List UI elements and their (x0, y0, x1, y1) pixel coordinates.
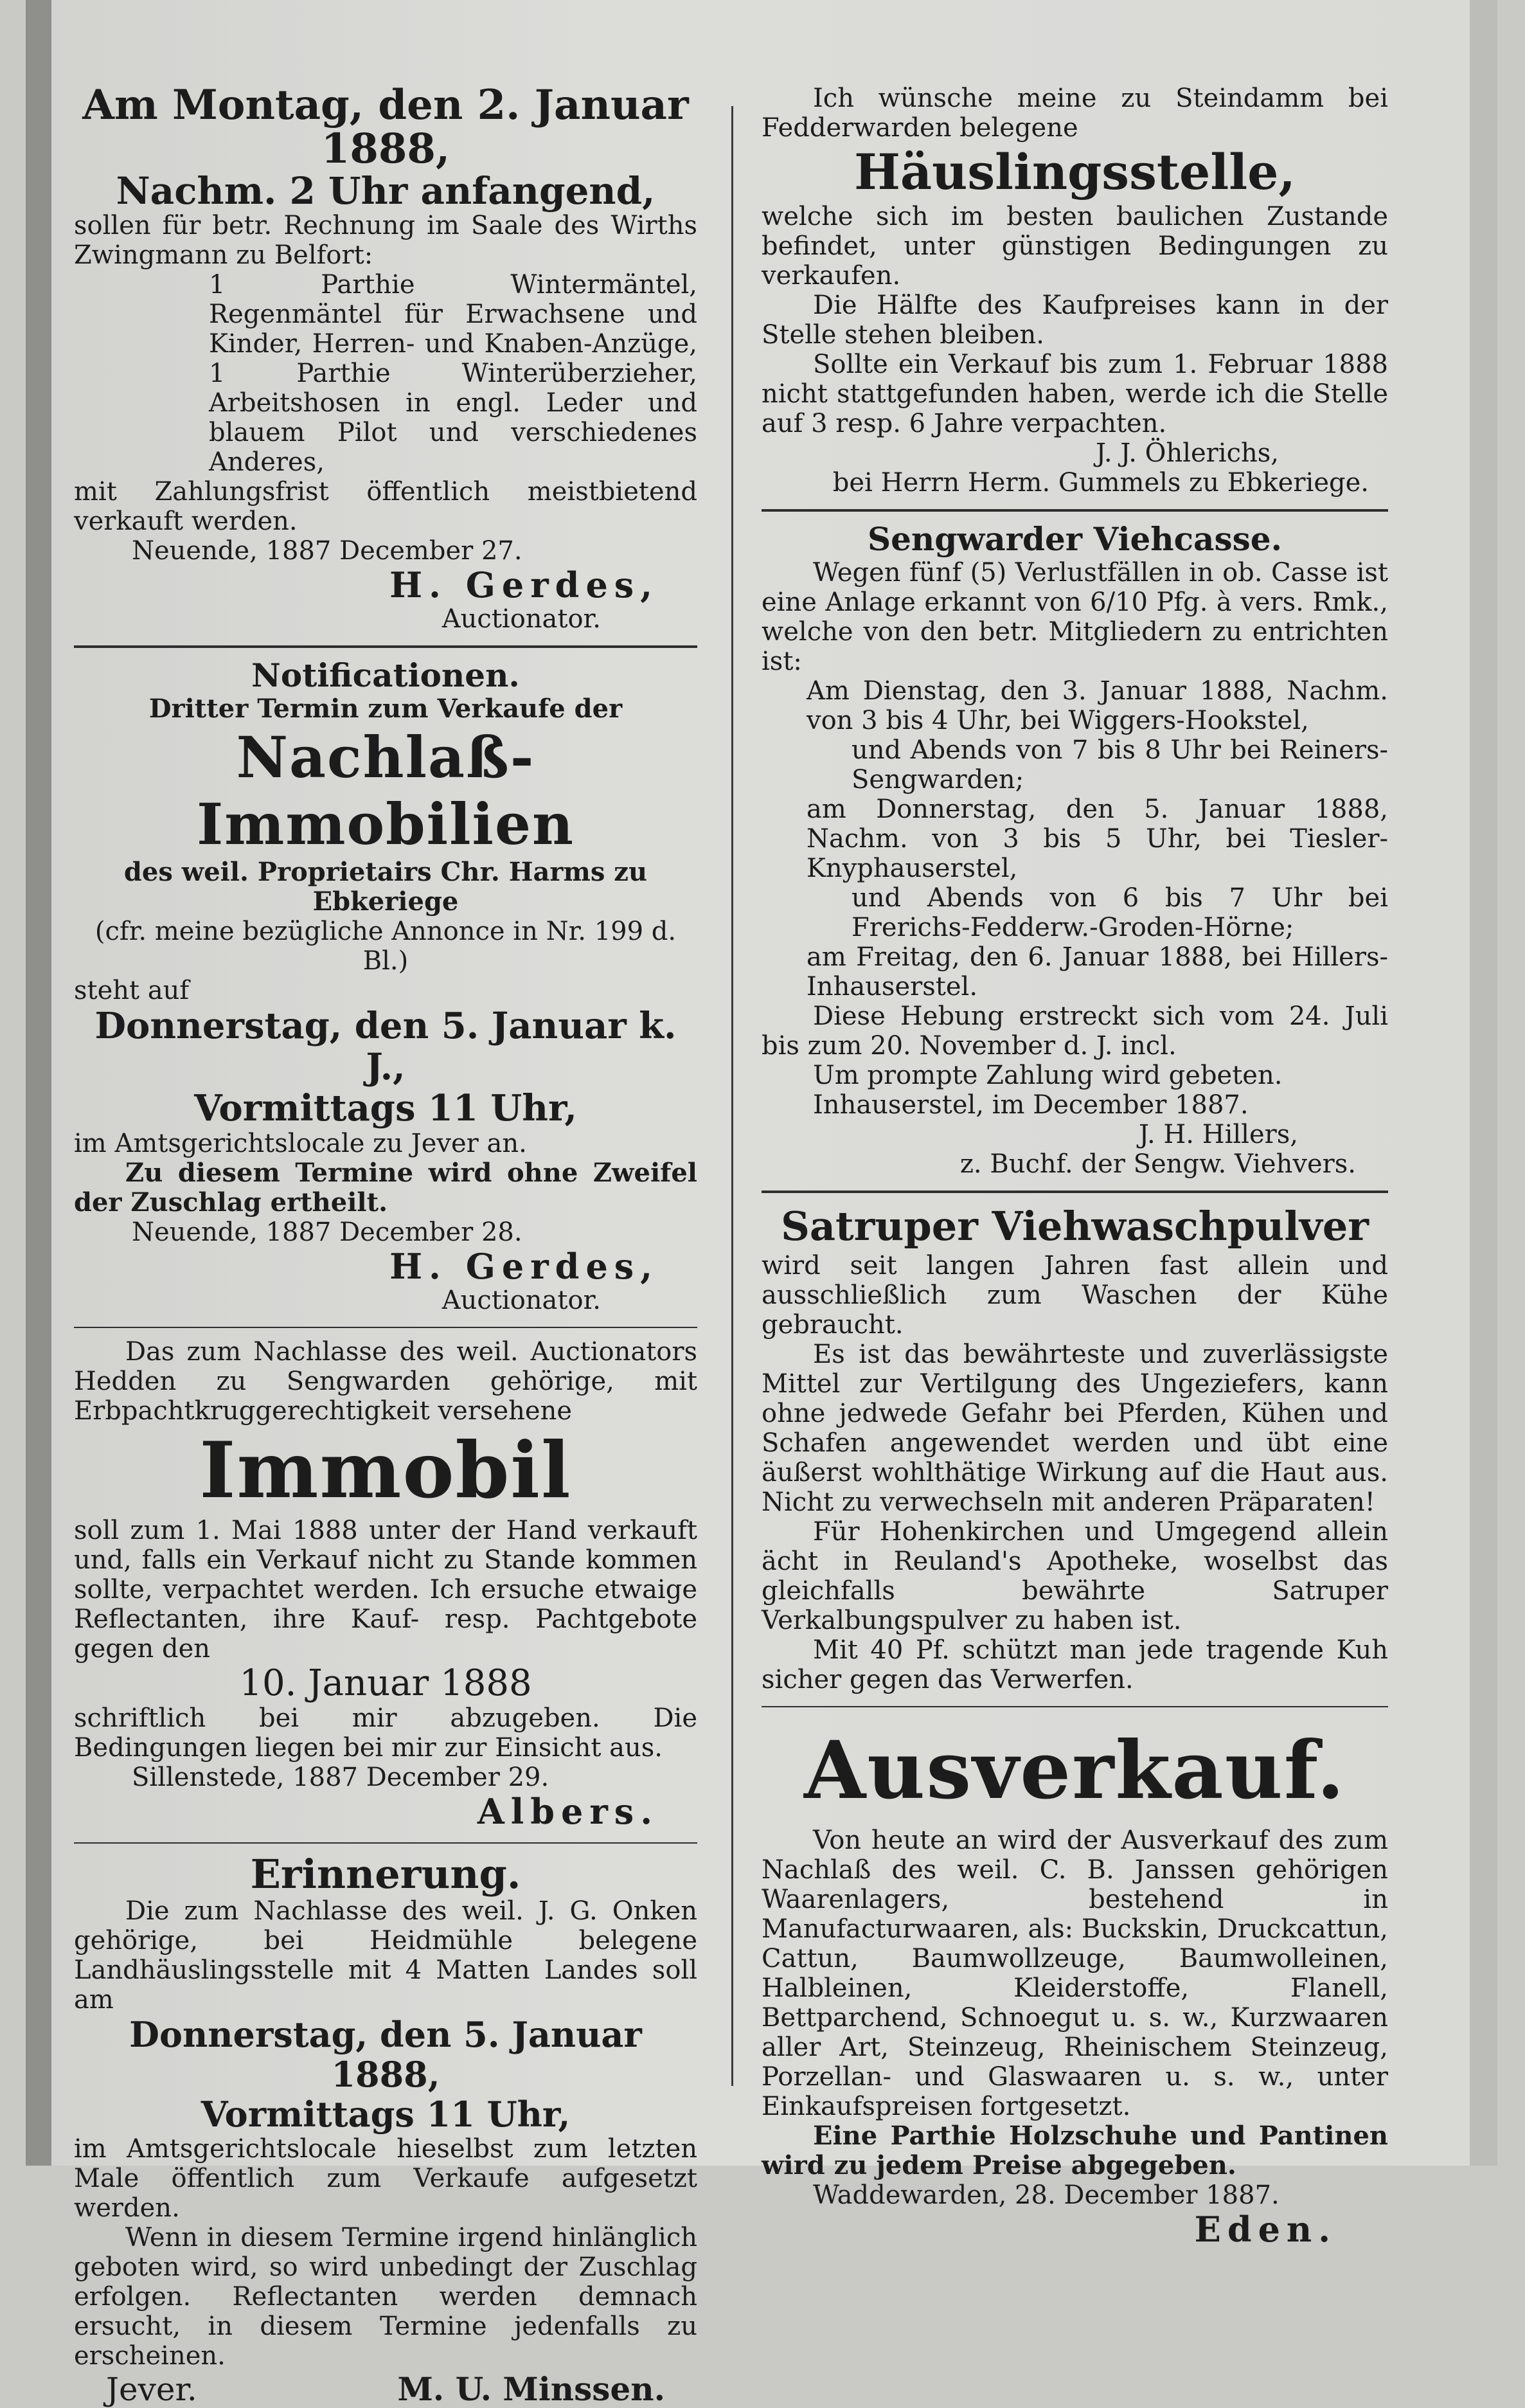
ad-auction-clothing (74, 81, 697, 634)
ad-body: wird seit langen Jahren fast allein und ausschließlich zum Waschen der Kühe gebraucht. (762, 1251, 1388, 1340)
ad-schedule: Am Dienstag, den 3. Januar 1888, Nachm. von 3 bis 4 Uhr, bei Wiggers-Hookstel, (807, 676, 1388, 735)
ad-title: Nachlaß-Immobilien (197, 724, 575, 858)
ad-time-line: Vormittags 11 Uhr, (201, 2094, 571, 2135)
ad-body: Sollte ein Verkauf bis zum 1. Februar 1888 nicht stattgefunden haben, werde ich die Stelle auf 3 resp. 6 Jahre verpachten. (762, 350, 1388, 438)
ad-line: steht auf (74, 976, 190, 1005)
ad-body: welche sich im besten baulichen Zustande befindet, unter günstigen Bedingungen zu verkaufen. (762, 202, 1388, 291)
ad-date: Sillenstede, 1887 December 29. (132, 1763, 549, 1792)
ad-deadline: 10. Januar 1888 (239, 1662, 532, 1704)
ad-satruper-viehwaschpulver (762, 1202, 1388, 1694)
ad-title: Häuslingsstelle, (854, 143, 1296, 201)
section-divider (74, 645, 697, 648)
ad-haeuslingsstelle (762, 84, 1388, 498)
ad-schedule: und Abends von 6 bis 7 Uhr bei Frerichs-Fedderw.-Groden-Hörne; (852, 883, 1388, 942)
ad-date: Neuende, 1887 December 27. (132, 536, 522, 566)
ad-body: Von heute an wird der Ausverkauf des zum Nachlaß des weil. C. B. Janssen gehörigen Waarenlagers, bestehend in Manufacturwaaren, als: Buckskin, Druckcattun, Cattun, Baumwollzeuge, Baumwolleinen, Halbleinen, Kleiderstoffe, Flanell, Bettparchend, Schnoegut u. s. w., Kurzwaaren aller Art, Steinzeug, Rheinischem Steinzeug, Porzellan- und Glaswaaren u. s. w., unter Einkaufspreisen fortgesetzt. (762, 1826, 1388, 2121)
ad-title: Ausverkauf. (804, 1724, 1346, 1817)
ad-line: Dritter Termin zum Verkaufe der (148, 694, 623, 724)
ad-immobil (74, 1337, 697, 1831)
ad-items: 1 Parthie Wintermäntel, Regenmäntel für Erwachsene und Kinder, Herren- und Knaben-Anzüge, 1 Parthie Winterüberzieher, Arbeitshosen in engl. Leder und blauem Pilot und verschiedenes Anderes, (209, 270, 697, 477)
ad-schedule: am Freitag, den 6. Januar 1888, bei Hillers-Inhauserstel. (807, 942, 1388, 1002)
ad-intro: Die zum Nachlasse des weil. J. G. Onken gehörige, bei Heidmühle belegene Landhäuslingsstelle mit 4 Matten Landes soll am (74, 1896, 697, 2015)
ad-role: Auctionator. (441, 604, 601, 634)
ad-signature: Eden. (1194, 2209, 1337, 2250)
ad-date: Neuende, 1887 December 28. (132, 1217, 522, 1247)
ad-nachlass-immobilien (74, 657, 697, 1315)
ad-body: soll zum 1. Mai 1888 unter der Hand verkauft und, falls ein Verkauf nicht zu Stande kommen sollte, verpachtet werden. Ich ersuche etwaige Reflectanten, ihre Kauf- resp. Pachtgebote gegen den (74, 1516, 697, 1664)
ad-sengwarder-viehcasse (762, 521, 1388, 1179)
ad-address: bei Herrn Herm. Gummels zu Ebkeriege. (832, 468, 1369, 498)
ad-heading: Erinnerung. (250, 1851, 521, 1898)
ad-title: Immobil (199, 1425, 572, 1516)
ad-body: Für Hohenkirchen und Umgegend allein ächt in Reuland's Apotheke, woselbst das gleichfalls bewährte Satruper Verkalbungspulver zu haben ist. (762, 1517, 1388, 1635)
ad-body: Eine Parthie Holzschuhe und Pantinen wird zu jedem Preise abgegeben. (762, 2121, 1388, 2180)
ad-body: Um prompte Zahlung wird gebeten. (813, 1061, 1283, 1090)
ad-signature: H. Gerdes, (389, 1246, 659, 1287)
ad-time-line: Vormittags 11 Uhr, (194, 1087, 577, 1129)
binding-edge (26, 0, 51, 2166)
ad-date-line: Donnerstag, den 5. Januar 1888, (129, 2014, 642, 2095)
ad-signature: Albers. (477, 1791, 659, 1832)
ad-body: Wegen fünf (5) Verlustfällen in ob. Casse ist eine Anlage erkannt von 6/10 Pfg. à vers. Rmk., welche von den betr. Mitgliedern zu entrichten ist: (762, 558, 1388, 676)
ad-date: Inhauserstel, im December 1887. (813, 1090, 1249, 1120)
ad-body: schriftlich bei mir abzugeben. Die Bedingungen liegen bei mir zur Einsicht aus. (74, 1703, 697, 1763)
ad-outro: mit Zahlungsfrist öffentlich meistbietend verkauft werden. (74, 477, 697, 536)
left-column (74, 81, 697, 2408)
ad-heading-line-2: Nachm. 2 Uhr anfangend, (116, 169, 655, 213)
section-divider (762, 1706, 1388, 1707)
ad-date: Waddewarden, 28. December 1887. (813, 2180, 1280, 2210)
ad-footer (74, 2371, 697, 2408)
section-divider (74, 1842, 697, 1844)
ad-body: Die Hälfte des Kaufpreises kann in der Stelle stehen bleiben. (762, 291, 1388, 350)
ad-heading: Sengwarder Viehcasse. (868, 520, 1282, 558)
section-divider (74, 1327, 697, 1328)
section-divider (762, 509, 1388, 512)
ad-line: des weil. Proprietairs Chr. Harms zu Ebkeriege (123, 857, 648, 917)
ad-signature: J. J. Öhlerichs, (1095, 438, 1279, 468)
ad-signature: M. U. Minssen. (397, 2370, 665, 2408)
ad-heading-line-1: Am Montag, den 2. Januar 1888, (82, 81, 689, 173)
ad-body: im Amtsgerichtslocale hieselbst zum letzten Male öffentlich zum Verkaufe aufgesetzt werden. (74, 2134, 697, 2223)
ad-line: Zu diesem Termine wird ohne Zweifel der Zuschlag ertheilt. (74, 1158, 697, 1217)
ad-role: Auctionator. (441, 1286, 601, 1315)
ad-erinnerung (74, 1853, 697, 2408)
ad-schedule: am Donnerstag, den 5. Januar 1888, Nachm. von 3 bis 5 Uhr, bei Tiesler-Knyphauserstel, (807, 795, 1388, 883)
right-column (762, 84, 1388, 2249)
ad-line: (cfr. meine bezügliche Annonce in Nr. 199 d. Bl.) (94, 917, 677, 976)
ad-body: Mit 40 Pf. schützt man jede tragende Kuh sicher gegen das Verwerfen. (762, 1635, 1388, 1694)
ad-signature: J. H. Hillers, (1139, 1120, 1298, 1149)
ad-heading: Notificationen. (251, 656, 520, 694)
ad-date-line: Donnerstag, den 5. Januar k. J., (94, 1005, 677, 1088)
page-edge (1470, 0, 1497, 2166)
ad-intro: Das zum Nachlasse des weil. Auctionators Hedden zu Sengwarden gehörige, mit Erbpachtkruggerechtigkeit versehene (74, 1337, 697, 1426)
ad-body: Wenn in diesem Termine irgend hinlänglich geboten wird, so wird unbedingt der Zuschlag erfolgen. Reflectanten werden demnach ersucht, in diesem Termine jedenfalls zu erscheinen. (74, 2223, 697, 2371)
ad-ausverkauf (762, 1716, 1388, 2249)
ad-title: Satruper Viehwaschpulver (781, 1203, 1369, 1250)
newspaper-page (26, 0, 1497, 2408)
ad-role: z. Buchf. der Sengw. Viehvers. (959, 1149, 1356, 1179)
ad-line: im Amtsgerichtslocale zu Jever an. (74, 1129, 527, 1158)
column-divider (731, 106, 733, 2086)
ad-signature: H. Gerdes, (389, 564, 659, 606)
ad-intro: sollen für betr. Rechnung im Saale des Wirths Zwingmann zu Belfort: (74, 211, 697, 270)
ad-body: Es ist das bewährteste und zuverlässigste Mittel zur Vertilgung des Ungeziefers, kann ohne jedwede Gefahr bei Pferden, Kühen und Schafen angewendet werden und übt eine äußerst wohlthätige Wirkung auf die Haut aus. Nicht zu verwechseln mit anderen Präparaten! (762, 1340, 1388, 1517)
ad-body: Diese Hebung erstreckt sich vom 24. Juli bis zum 20. November d. J. incl. (762, 1002, 1388, 1061)
ad-place: Jever. (106, 2371, 197, 2408)
ad-schedule: und Abends von 7 bis 8 Uhr bei Reiners-Sengwarden; (852, 735, 1388, 795)
section-divider (762, 1191, 1388, 1193)
ad-intro: Ich wünsche meine zu Steindamm bei Fedderwarden belegene (762, 84, 1388, 143)
